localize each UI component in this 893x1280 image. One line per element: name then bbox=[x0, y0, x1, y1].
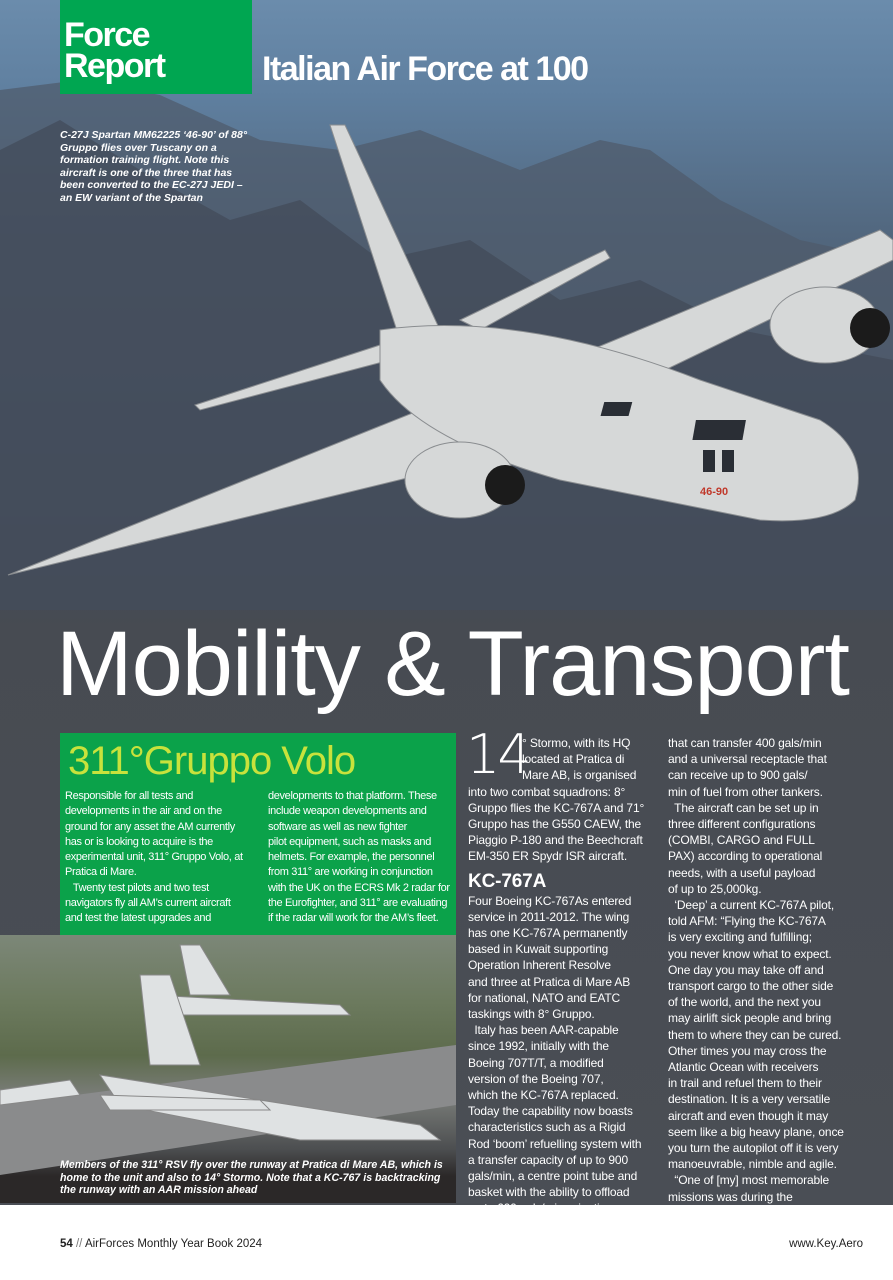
text-line: transport cargo to the other side bbox=[668, 979, 834, 994]
text-line: gals/min, a centre point tube and bbox=[468, 1169, 638, 1184]
sidebar-column-1 bbox=[65, 789, 243, 927]
text-line: characteristics such as a Rigid bbox=[468, 1120, 626, 1135]
hero-caption: C-27J Spartan MM62225 ‘46-90’ of 88° Gruppo flies over Tuscany on a formation training flight. Note this aircraft is one of the three that has been converted to the EC-27J JEDI – an EW variant of the Spartan bbox=[60, 129, 248, 204]
section-tag: Force Report bbox=[60, 0, 252, 94]
text-line: needs, with a useful payload bbox=[668, 865, 816, 880]
text-line: the Eurofighter, and 311° are evaluating bbox=[268, 897, 448, 910]
text-line: three different configurations bbox=[668, 817, 816, 832]
text-line: you turn the autopilot off it is very bbox=[668, 1141, 839, 1156]
text-line: EM-350 ER Spydr ISR aircraft. bbox=[468, 849, 628, 864]
text-line: navigators fly all AM’s current aircraft bbox=[65, 897, 231, 910]
text-line: may airlift sick people and bring bbox=[668, 1011, 832, 1026]
text-line: (COMBI, CARGO and FULL bbox=[668, 833, 815, 848]
text-line: Piaggio P-180 and the Beechcraft bbox=[468, 833, 643, 848]
text-line: “One of [my] most memorable bbox=[668, 1173, 830, 1188]
text-line: which the KC-767A replaced. bbox=[468, 1088, 619, 1103]
text-line: and a universal receptacle that bbox=[668, 752, 827, 767]
text-line: if the radar will work for the AM’s fleet. bbox=[268, 912, 439, 925]
text-line: Mare AB, is organised bbox=[522, 768, 637, 783]
text-line: experimental unit, 311° Gruppo Volo, at bbox=[65, 851, 243, 864]
article-title: Mobility & Transport bbox=[56, 613, 849, 715]
text-line: up to 600 gals/min, wingtip bbox=[468, 1201, 607, 1216]
text-line: Gruppo has the G550 CAEW, the bbox=[468, 817, 642, 831]
text-line: missions was during the bbox=[668, 1189, 793, 1204]
text-line: is very exciting and fulfilling; bbox=[668, 930, 812, 945]
text-line: and three at Pratica di Mare AB bbox=[468, 974, 631, 989]
text-line: software as well as new fighter bbox=[268, 820, 407, 833]
text-line: The aircraft can be set up in bbox=[668, 800, 819, 815]
footer-website[interactable]: www.Key.Aero bbox=[789, 1238, 863, 1250]
text-line: located at Pratica di bbox=[522, 752, 625, 767]
text-line: Today the capability now boasts bbox=[468, 1104, 633, 1119]
drop-cap: 14 bbox=[466, 723, 529, 786]
text-line: One day you may take off and bbox=[668, 962, 824, 977]
text-line: points with tubes and baskets bbox=[468, 1217, 622, 1232]
text-line: helmets. For example, the personnel bbox=[268, 851, 435, 864]
text-line: destination. It is a very versatile bbox=[668, 1092, 831, 1107]
text-line: Boeing 707T/T, a modified bbox=[468, 1055, 604, 1070]
text-line: has or is looking to acquire is the bbox=[65, 835, 213, 848]
text-line: manoeuvrable, nimble and agile. bbox=[668, 1157, 837, 1172]
text-line: for national, NATO and EATC bbox=[468, 990, 621, 1005]
text-line: taskings with 8° Gruppo. bbox=[468, 1007, 595, 1022]
text-line: a transfer capacity of up to 900 bbox=[468, 1152, 628, 1167]
text-line: into two combat squadrons: 8° bbox=[468, 784, 626, 799]
text-line: developments in the air and on the bbox=[65, 805, 222, 818]
text-line: Italy has been AAR-capable bbox=[468, 1023, 619, 1038]
text-line: them to where they can be cured. bbox=[668, 1027, 842, 1042]
text-line: Pratica di Mare. bbox=[65, 866, 137, 879]
text-line: since 1992, initially with the bbox=[468, 1039, 609, 1054]
subheading-kc767a: KC-767A bbox=[468, 870, 547, 892]
text-line: can receive up to 900 gals/ bbox=[668, 768, 808, 783]
text-line: PAX) according to operational bbox=[668, 849, 823, 864]
sidebar-column-2 bbox=[268, 789, 450, 927]
text-line: We landed in Kuwait and bbox=[668, 1222, 798, 1237]
text-line: service in 2011-2012. The wing bbox=[468, 909, 630, 924]
text-line: Four Boeing KC-767As entered bbox=[468, 893, 632, 908]
text-line: you never know what to expect. bbox=[668, 946, 832, 961]
sidebar-box bbox=[60, 733, 456, 935]
footer-folio: 54 // AirForces Monthly Year Book 2024 bbox=[60, 1238, 263, 1250]
text-line: in trail and refuel them to their bbox=[668, 1076, 822, 1091]
text-line: with the UK on the ECRS Mk 2 radar for bbox=[268, 881, 450, 894]
text-line: Operation Inherent Resolve bbox=[468, 958, 611, 973]
text-line: that can transfer 400 gals/min bbox=[668, 736, 822, 750]
text-line: has one KC-767A permanently bbox=[468, 926, 628, 941]
text-line: ° Stormo, with its HQ bbox=[522, 736, 631, 750]
text-line: from 311° are working in conjunction bbox=[268, 866, 433, 879]
aircraft-code: 46-90 bbox=[700, 486, 729, 498]
text-line: ground for any asset the AM currently bbox=[65, 820, 235, 833]
text-line: based in Kuwait supporting bbox=[468, 942, 609, 957]
runway-caption: Members of the 311° RSV fly over the runway at Pratica di Mare AB, which is home to the unit and also to 14° Stormo. Note that a KC-767 is backtracking the runway with an AAR mission ahead bbox=[60, 1159, 443, 1197]
text-line: Gruppo flies the KC-767A and 71° bbox=[468, 800, 645, 815]
text-line: of up to 25,000kg. bbox=[668, 881, 762, 896]
article-column-2 bbox=[668, 735, 844, 1237]
text-line: Responsible for all tests and bbox=[65, 790, 194, 802]
page-headline: Italian Air Force at 100 bbox=[262, 50, 588, 88]
sidebar-title: 311°Gruppo Volo bbox=[68, 739, 356, 783]
text-line: ‘Deep’ a current KC-767A pilot, bbox=[668, 898, 835, 913]
text-line: developments to that platform. These bbox=[268, 790, 437, 802]
text-line: of the world, and the next you bbox=[668, 995, 821, 1010]
text-line: and test the latest upgrades and bbox=[65, 912, 211, 925]
text-line: evacuation of Afghanistan. bbox=[668, 1205, 805, 1220]
text-line: min of fuel from other tankers. bbox=[668, 784, 823, 799]
text-line: include weapon developments and bbox=[268, 805, 427, 818]
text-line: pilot equipment, such as masks and bbox=[268, 835, 431, 848]
text-line: aircraft and even though it may bbox=[668, 1108, 829, 1123]
text-line: Other times you may cross the bbox=[668, 1043, 827, 1058]
text-line: seem like a big heavy plane, once bbox=[668, 1124, 844, 1139]
article-column-1 bbox=[468, 784, 644, 1233]
text-line: basket with the ability to offload bbox=[468, 1185, 630, 1200]
text-line: Rod ‘boom’ refuelling system with bbox=[468, 1136, 642, 1151]
article-intro bbox=[522, 735, 636, 784]
text-line: Twenty test pilots and two test bbox=[65, 881, 209, 894]
text-line: Atlantic Ocean with receivers bbox=[668, 1060, 819, 1075]
text-line: version of the Boeing 707, bbox=[468, 1071, 604, 1086]
text-line: told AFM: “Flying the KC-767A bbox=[668, 914, 826, 929]
